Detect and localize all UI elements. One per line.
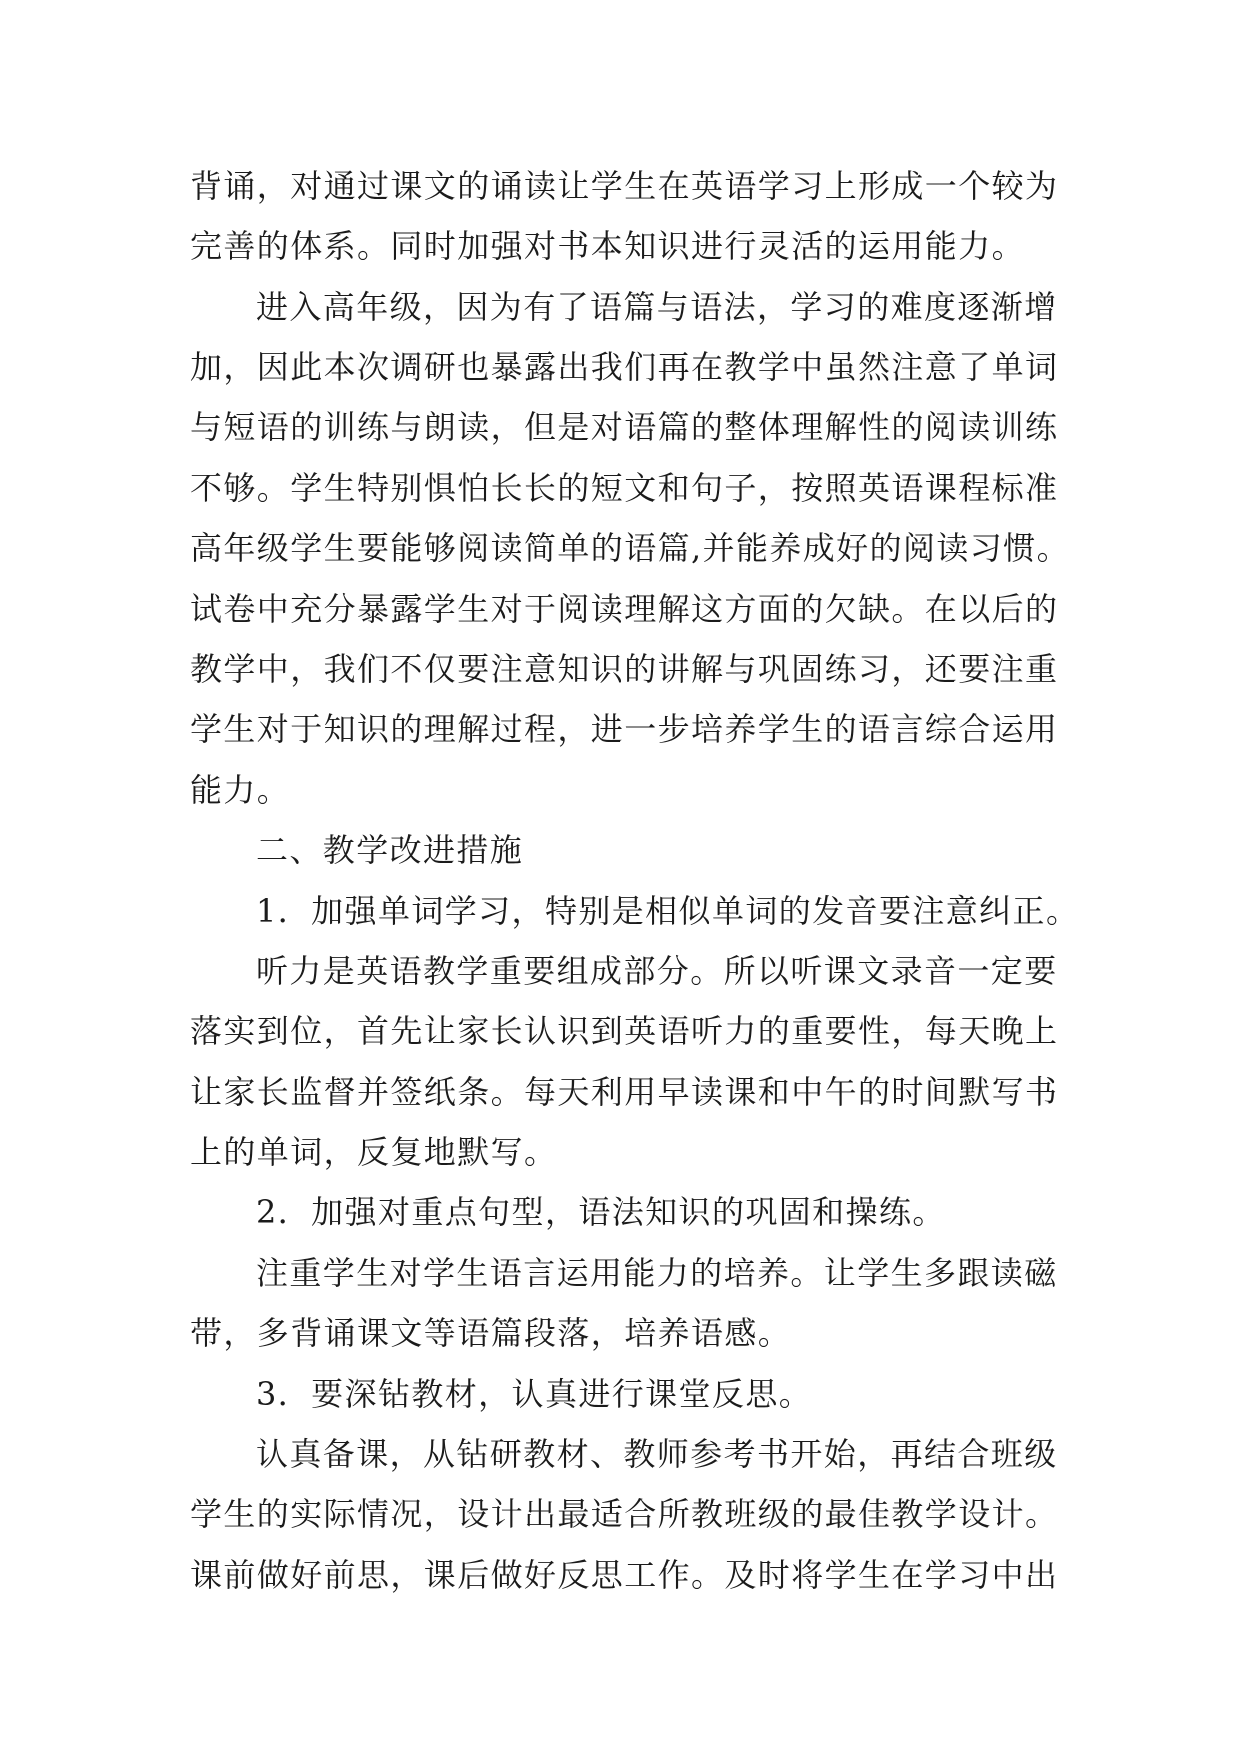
text-line: 背诵，对通过课文的诵读让学生在英语学习上形成一个较为 [190,167,1059,205]
section-heading: 二、教学改进措施 [256,831,524,869]
text-line: 加，因此本次调研也暴露出我们再在教学中虽然注意了单词 [190,348,1059,386]
text-line: 与短语的训练与朗读，但是对语篇的整体理解性的阅读训练 [190,408,1059,446]
text-line: 学生的实际情况，设计出最适合所教班级的最佳教学设计。 [190,1495,1059,1533]
text-line: 上的单词，反复地默写。 [190,1133,558,1171]
paragraph-start-line: 认真备课，从钻研教材、教师参考书开始，再结合班级 [256,1435,1058,1473]
text-line: 落实到位，首先让家长认识到英语听力的重要性，每天晚上 [190,1012,1059,1050]
text-line: 不够。学生特别惧怕长长的短文和句子，按照英语课程标准 [190,469,1059,507]
text-line: 教学中，我们不仅要注意知识的讲解与巩固练习，还要注重 [190,650,1059,688]
text-line: 完善的体系。同时加强对书本知识进行灵活的运用能力。 [190,227,1026,265]
text-line: 试卷中充分暴露学生对于阅读理解这方面的欠缺。在以后的 [190,590,1059,628]
text-line: 学生对于知识的理解过程，进一步培养学生的语言综合运用 [190,710,1059,748]
list-item-heading: 3．要深钻教材，认真进行课堂反思。 [256,1375,813,1413]
text-line: 能力。 [190,771,291,809]
paragraph-start-line: 听力是英语教学重要组成部分。所以听课文录音一定要 [256,952,1058,990]
text-line: 带，多背诵课文等语篇段落，培养语感。 [190,1314,792,1352]
paragraph-start-line: 进入高年级，因为有了语篇与语法，学习的难度逐渐增 [256,288,1058,326]
text-line: 课前做好前思，课后做好反思工作。及时将学生在学习中出 [190,1556,1059,1594]
text-line: 让家长监督并签纸条。每天利用早读课和中午的时间默写书 [190,1073,1059,1111]
list-item-heading: 2．加强对重点句型，语法知识的巩固和操练。 [256,1193,946,1231]
paragraph-start-line: 注重学生对学生语言运用能力的培养。让学生多跟读磁 [256,1254,1058,1292]
text-line: 高年级学生要能够阅读简单的语篇,并能养成好的阅读习惯。 [190,529,1070,567]
list-item-heading: 1．加强单词学习，特别是相似单词的发音要注意纠正。 [256,892,1080,930]
